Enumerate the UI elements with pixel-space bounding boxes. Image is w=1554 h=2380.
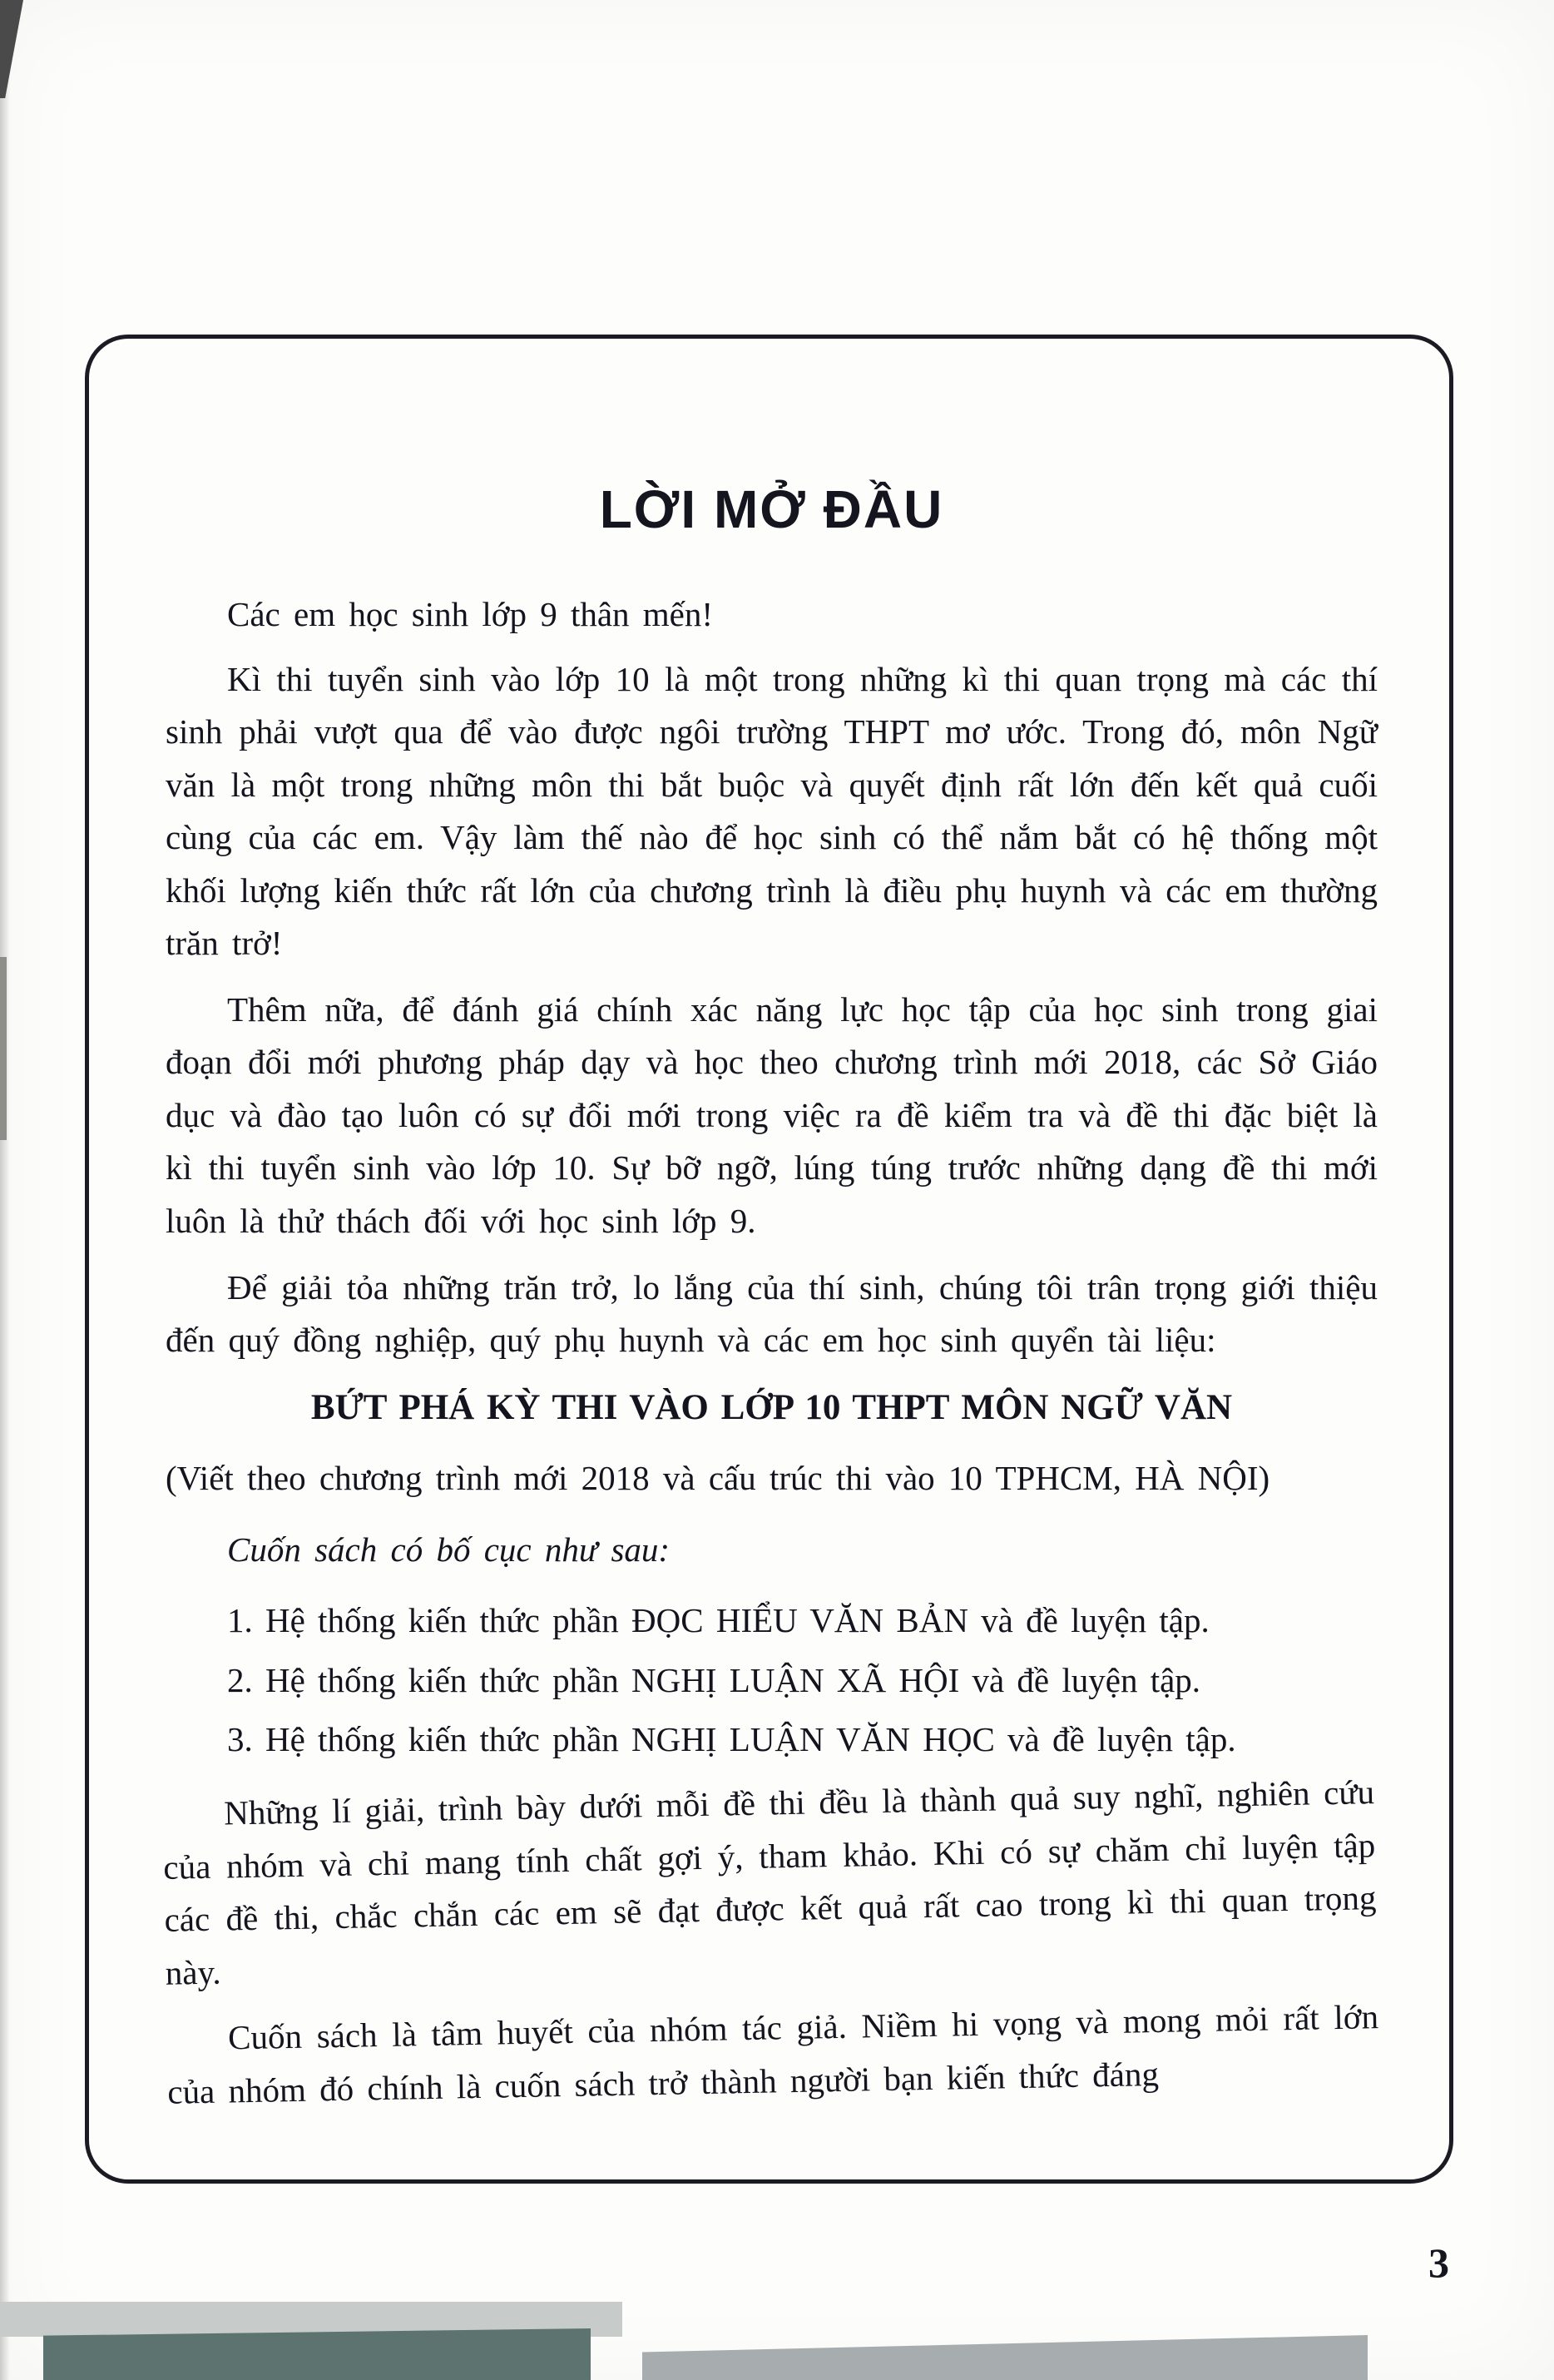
page-border-frame [85, 335, 1453, 2184]
page-number: 3 [1428, 2239, 1449, 2286]
body-paragraph-1: Kì thi tuyển sinh vào lớp 10 là một trong những kì thi quan trọng mà các thí sinh phải vượt qua để vào được ngôi trường THPT mơ ước. Trong đó, môn Ngữ văn là một trong những môn thi bắt buộc và quyết định rất lớn đến kết quả cuối cùng của các em. Vậy làm thế nào để học sinh có thể nắm bắt có hệ thống một khối lượng kiến thức rất lớn của chương trình là điều phụ huynh và các em thường trăn trở! [166, 659, 1378, 963]
structure-intro: Cuốn sách có bố cục như sau: [227, 1530, 671, 1569]
body-paragraph-3: Để giải tỏa những trăn trở, lo lắng của thí sinh, chúng tôi trân trọng giới thiệu đến quý đồng nghiệp, quý phụ huynh và các em học sinh quyển tài liệu: [166, 1267, 1378, 1360]
scan-left-edge-mark [0, 957, 7, 1140]
book-title: BỨT PHÁ KỲ THI VÀO LỚP 10 THPT MÔN NGỮ VĂN [310, 1387, 1233, 1427]
scan-bottom-teal-block [43, 2328, 591, 2380]
scan-top-left-corner-mark [0, 0, 23, 98]
greeting-paragraph: Các em học sinh lớp 9 thân mến! [227, 595, 714, 633]
structure-item-2: 2. Hệ thống kiến thức phần NGHỊ LUẬN XÃ HỘI và đề luyện tập. [227, 1660, 1201, 1699]
book-subtitle: (Viết theo chương trình mới 2018 và cấu trúc thi vào 10 TPHCM, HÀ NỘI) [166, 1459, 1270, 1498]
page-title: LỜI MỞ ĐẦU [599, 479, 944, 539]
structure-item-3: 3. Hệ thống kiến thức phần NGHỊ LUẬN VĂN HỌC và đề luyện tập. [227, 1720, 1236, 1759]
closing-paragraph-1: Những lí giải, trình bày dưới mỗi đề thi đều là thành quả suy nghĩ, nghiên cứu của nhóm và chỉ mang tính chất gợi ý, tham khảo. Khi có sự chăm chỉ luyện tập các đề thi, chắc chắn các em sẽ đạt được kết quả rất cao trong kì thi quan trọng này. [162, 1773, 1377, 1992]
structure-item-1: 1. Hệ thống kiến thức phần ĐỌC HIỂU VĂN BẢN và đề luyện tập. [227, 1601, 1210, 1640]
body-paragraph-2: Thêm nữa, để đánh giá chính xác năng lực học tập của học sinh trong giai đoạn đổi mới phương pháp dạy và học theo chương trình mới 2018, các Sở Giáo dục và đào tạo luôn có sự đổi mới trong việc ra đề kiểm tra và đề thi đặc biệt là kì thi tuyển sinh vào lớp 10. Sự bỡ ngỡ, lúng túng trước những dạng đề thi mới luôn là thử thách đối với học sinh lớp 9. [166, 989, 1378, 1241]
scan-left-edge-shadow [0, 0, 10, 2380]
closing-block [162, 1767, 1380, 2120]
structure-list [166, 1591, 1378, 1769]
closing-paragraph-2: Cuốn sách là tâm huyết của nhóm tác giả. Niềm hi vọng và mong mỏi rất lớn của nhóm đó chính là cuốn sách trở thành người bạn kiến thức đáng [166, 1997, 1379, 2111]
scan-bottom-gray-strip [642, 2335, 1368, 2380]
